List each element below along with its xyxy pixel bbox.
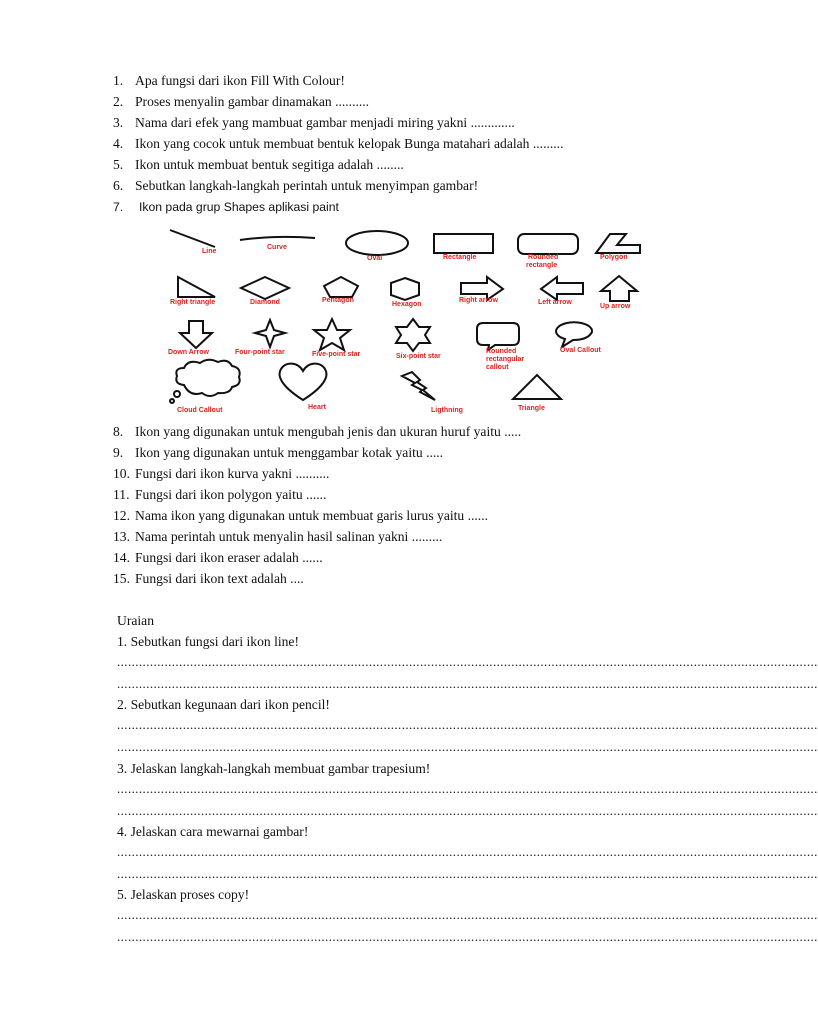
uraian-question-2: 2. Sebutkan kegunaan dari ikon pencil!: [117, 697, 330, 712]
uraian-heading: Uraian: [117, 613, 154, 628]
cloud-callout-shape-icon: [176, 360, 239, 396]
line-shape-icon: [170, 230, 215, 247]
answer-line[interactable]: ................................................................................................................................................................................................: [117, 844, 818, 859]
question-8: 8. Ikon yang digunakan untuk mengubah jenis dan ukuran huruf yaitu .....: [113, 424, 522, 439]
question-5: 5. Ikon untuk membuat bentuk segitiga adalah ........: [113, 157, 404, 172]
uraian-question-4: 4. Jelaskan cara mewarnai gambar!: [117, 824, 309, 839]
answer-line[interactable]: ................................................................................................................................................................................................: [117, 803, 818, 818]
caption-five-point-star: Five-point star: [312, 351, 361, 358]
question-10: 10. Fungsi dari ikon kurva yakni ..........: [113, 466, 330, 481]
uraian-question-5: 5. Jelaskan proses copy!: [117, 887, 250, 902]
rectangle-shape-icon: [434, 234, 493, 253]
rounded-rectangular-callout-shape-icon: [477, 323, 519, 350]
left-arrow-shape-icon: [541, 277, 583, 300]
question-1: 1. Apa fungsi dari ikon Fill With Colour!: [113, 73, 345, 88]
answer-line[interactable]: ................................................................................................................................................................................................: [117, 907, 818, 922]
oval-callout-shape-icon: [556, 322, 592, 347]
question-12: 12. Nama ikon yang digunakan untuk membuat garis lurus yaitu ......: [113, 508, 488, 523]
question-15: 15. Fungsi dari ikon text adalah ....: [113, 571, 304, 586]
caption-lightning: Ligthning: [431, 407, 463, 414]
answer-line[interactable]: ................................................................................................................................................................................................: [117, 717, 818, 732]
caption-rounded-callout-2: rectangular: [486, 356, 525, 363]
question-6: 6. Sebutkan langkah-langkah perintah untuk menyimpan gambar!: [113, 178, 479, 193]
triangle-shape-icon: [513, 375, 561, 399]
cloud-callout-bubble-large-icon: [174, 391, 180, 397]
paint-shapes-figure: [160, 222, 660, 418]
answer-line[interactable]: ................................................................................................................................................................................................: [117, 866, 818, 881]
caption-rectangle: Rectangle: [443, 254, 477, 261]
uraian-question-3: 3. Jelaskan langkah-langkah membuat gambar trapesium!: [117, 761, 431, 776]
four-point-star-shape-icon: [255, 320, 285, 347]
down-arrow-shape-icon: [180, 321, 212, 348]
polygon-shape-icon: [596, 234, 640, 253]
caption-up-arrow: Up arrow: [600, 303, 631, 310]
caption-curve: Curve: [267, 244, 287, 251]
caption-heart: Heart: [308, 404, 326, 411]
caption-hexagon: Hexagon: [392, 301, 422, 308]
caption-triangle: Triangle: [518, 405, 545, 412]
right-triangle-shape-icon: [178, 277, 215, 297]
caption-right-triangle: Right triangle: [170, 299, 216, 306]
caption-rounded-rectangle-1: Rounded: [528, 254, 559, 261]
up-arrow-shape-icon: [601, 276, 637, 301]
caption-pentagon: Pentagon: [322, 297, 354, 304]
caption-line: Line: [202, 248, 217, 255]
caption-rounded-callout-3: callout: [486, 364, 509, 371]
caption-cloud-callout: Cloud Callout: [177, 407, 223, 414]
caption-left-arrow: Left arrow: [538, 299, 572, 306]
caption-right-arrow: Right arrow: [459, 297, 498, 304]
caption-oval-callout: Oval Callout: [560, 347, 601, 354]
five-point-star-shape-icon: [314, 319, 350, 350]
answer-line[interactable]: ................................................................................................................................................................................................: [117, 654, 818, 669]
question-11: 11. Fungsi dari ikon polygon yaitu ......: [113, 487, 327, 502]
answer-line[interactable]: ................................................................................................................................................................................................: [117, 676, 818, 691]
cloud-callout-bubble-small-icon: [170, 399, 174, 403]
caption-oval: Oval: [367, 255, 383, 262]
question-7: 7. Ikon pada grup Shapes aplikasi paint: [113, 200, 339, 214]
caption-diamond: Diamond: [250, 299, 280, 306]
curve-shape-icon: [240, 237, 315, 240]
question-9: 9. Ikon yang digunakan untuk menggambar kotak yaitu .....: [113, 445, 444, 460]
rounded-rectangle-shape-icon: [518, 234, 578, 254]
oval-shape-icon: [346, 231, 408, 255]
uraian-question-1: 1. Sebutkan fungsi dari ikon line!: [117, 634, 299, 649]
question-4: 4. Ikon yang cocok untuk membuat bentuk kelopak Bunga matahari adalah .........: [113, 136, 564, 151]
diamond-shape-icon: [241, 277, 289, 299]
lightning-shape-icon: [402, 372, 435, 400]
caption-down-arrow: Down Arrow: [168, 349, 209, 356]
caption-polygon: Polygon: [600, 254, 628, 261]
caption-rounded-rectangle-2: rectangle: [526, 262, 558, 269]
pentagon-shape-icon: [324, 277, 358, 297]
caption-rounded-callout-1: Rounded: [486, 348, 517, 355]
question-2: 2. Proses menyalin gambar dinamakan ..........: [113, 94, 370, 109]
hexagon-shape-icon: [391, 278, 419, 300]
answer-line[interactable]: ................................................................................................................................................................................................: [117, 781, 818, 796]
question-13: 13. Nama perintah untuk menyalin hasil salinan yakni .........: [113, 529, 443, 544]
answer-line[interactable]: ................................................................................................................................................................................................: [117, 739, 818, 754]
caption-six-point-star: Six-point star: [396, 353, 441, 360]
question-14: 14. Fungsi dari ikon eraser adalah ......: [113, 550, 323, 565]
question-3: 3. Nama dari efek yang mambuat gambar menjadi miring yakni .............: [113, 115, 515, 130]
heart-shape-icon: [280, 364, 327, 400]
caption-four-point-star: Four-point star: [235, 349, 285, 356]
six-point-star-shape-icon: [396, 319, 430, 351]
answer-line[interactable]: ................................................................................................................................................................................................: [117, 929, 818, 944]
